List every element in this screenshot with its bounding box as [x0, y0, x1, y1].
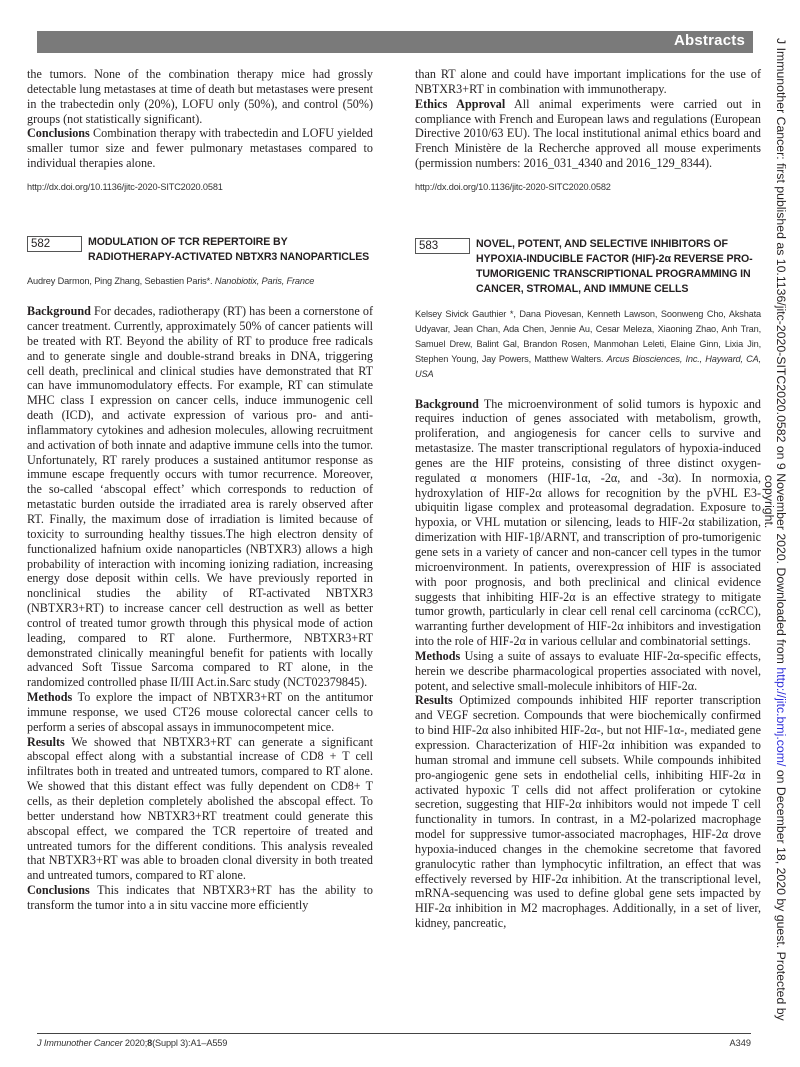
- side-download-notice: J Immunother Cancer: first published as 10.1136/jitc-2020-SITC2020.0582 on 9 November 2020. Downloaded from http://jitc.bmj.com/ on December 18, 2020 by guest. Protected by copyright.: [762, 38, 788, 1021]
- footer-citation: J Immunother Cancer 2020;8(Suppl 3):A1–A559: [37, 1038, 228, 1048]
- results-paragraph-582: Results We showed that NBTXR3+RT can generate a significant abscopal effect along with a substantial increase of CD8 + T cell infiltrates both in treated and untreated tumors, compared to RT alone. We showed that this distant effect was fully dependent on CD8+ T cells, as their depletion completely abolished the abscopal effect. To better understand how NBTXR3+RT treatment could generate this abscopal effect, we compared the TCR repertoire of treated and untreated tumors for the different conditions. This analysis revealed that NBTXR3+RT was able to broaden clonal diversity in both treated and untreated tumors, compared to RT alone.: [27, 734, 373, 883]
- footer-divider: [37, 1033, 751, 1034]
- section-title: Abstracts: [674, 32, 745, 49]
- abstract-title-582: MODULATION OF TCR REPERTOIRE BY RADIOTHERAPY-ACTIVATED NBTXR3 NANOPARTICLES: [88, 235, 370, 263]
- background-paragraph-582: Background For decades, radiotherapy (RT) has been a cornerstone of cancer treatment. Currently, approximately 50% of cancer patients will be treated with RT. Beyond the ability of RT to produce free radicals and to generate single and double-strand breaks in DNA, triggering cell death, preclinical and clinical studies have demonstrated that RT can have immunomodulatory effects. For example, RT can stimulate MHC class I expression on cancer cells, induce immunogenic cell death (ICD), and activate expression of various pro- and anti-inflammatory cytokines and adhesion molecules, allowing recruitment and activation of both innate and adaptive immune cells into the tumor. Unfortunately, RT rarely produces a sustained antitumor response as immune escape frequently occurs with tumor recurrence. Moreover, the so-called ‘abscopal effect’ which corresponds to reduction of metastatic burden outside the irradiated area is rarely observed after RT. Finally, the maximum dose of irradiation is limited because of toxicity to surrounding healthy tissues.The high electron density of functionalized hafnium oxide nanoparticles (NBTXR3) allows a high probability of interaction with incoming ionizing radiation, increasing energy dose deposit within cells. We have previously reported in nonclinical studies the ability of RT-activated NBTXR3 (NBTXR3+RT) to increase cancer cell destruction as well as better control of treated tumor growth through this physical mode of action leading, compared to RT alone. Furthermore, NBTXR3+RT demonstrated clinically meaningful benefit for patients with locally advanced Soft Tissue Sarcoma compared to RT alone, in the randomized controlled phase II/III Act.in.Sarc study (NCT02379845).: [27, 304, 373, 690]
- conclusions-label: Conclusions: [27, 126, 90, 141]
- abstract-number-583: 583: [415, 238, 470, 254]
- background-paragraph-583: Background The microenvironment of solid tumors is hypoxic and requires induction of genes associated with metabolism, growth, proliferation, and angiogenesis for cancer cells to survive and metastasize. The master transcriptional regulators of hypoxia-induced genes are the HIF proteins, consisting of three distinct oxygen-regulated α monomers (HIF-1α, -2α, and -3α). In normoxia, hydroxylation of HIF-2α allows for recognition by the pVHL E3-ubiquitin ligase complex and proteasomal degradation. Exposure to hypoxia, or VHL mutation or silencing, leads to HIF-2α stabilization, dimerization with HIF-1β/ARNT, and transcription of pro-tumorigenic gene sets in a variety of cancer and non-cancer cell types in the tumor microenvironment. In patients, overexpression of HIF is associated with poor prognosis, and both preclinical and clinical evidence suggests that inhibiting HIF-2α is an effective strategy to mitigate tumor growth, particularly in clear cell renal cell carcinoma (ccRCC), warranting further development of HIF-2α inhibitors and investigation into the role of HIF-2α in various cellular and combinatorial settings.: [415, 396, 761, 649]
- abstract-582-heading: [27, 235, 373, 265]
- doi-link-0582[interactable]: http://dx.doi.org/10.1136/jitc-2020-SITC2020.0582: [415, 181, 611, 192]
- authors-582: Audrey Darmon, Ping Zhang, Sebastien Paris*. Nanobiotix, Paris, France: [27, 276, 315, 287]
- page-number: A349: [729, 1038, 751, 1048]
- conclusions-paragraph-582: Conclusions This indicates that NBTXR3+RT has the ability to transform the tumor into a in situ vaccine more efficiently: [27, 883, 373, 912]
- results-paragraph-583: Results Optimized compounds inhibited HIF reporter transcription and VEGF secretion. Compounds that were biochemically confirmed to bind HIF-2α also inhibited HIF-2α-, but not HIF-1α-, mediated gene expression. Characterization of HIF-2α inhibition was expanded to human stromal and immune cell subsets. While compounds inhibited pro-angiogenic gene sets in endothelial cells, inhibiting HIF-2α in activated hypoxic T cells did not affect proliferation or cytokine secretion, suggesting that HIF-2α inhibitors would not impede T cell functionality in tumors. In contrast, in a M2-polarized macrophage model for suppressive tumor-associated macrophages, HIF-2α drove hypoxia-induced changes in the chemokine secretome that favored granulocytic rather than lymphocytic infiltration, an effect that was effectively reversed by HIF-2α inhibition. At the transcriptional level, mRNA-sequencing was used to define global gene sets impacted by HIF-2α inhibition in M2 macrophages. Additionally, in a set of liver, kidney, pancreatic,: [415, 693, 761, 931]
- abstract-title-583: NOVEL, POTENT, AND SELECTIVE INHIBITORS OF HYPOXIA-INDUCIBLE FACTOR (HIF)-2α REVERSE PRO-TUMORIGENIC TRANSCRIPTIONAL PROGRAMMING IN CANCER, STROMAL, AND IMMUNE CELLS: [476, 237, 753, 296]
- authors-583: Kelsey Sivick Gauthier *, Dana Piovesan, Kenneth Lawson, Soonweng Cho, Akshata Udyavar, Jean Chan, Ada Chen, Jennie Au, Cesar Meleza, Xiaoning Zhao, Anh Tran, Samuel Drew, Balint Gal, Brandon Rosen, Manmohan Leleti, Elaine Ginn, Lixia Jin, Stephen Young, Jay Powers, Matthew Walters. Arcus Biosciences, Inc., Hayward, CA, USA: [415, 308, 761, 379]
- conclusions-paragraph: Conclusions Combination therapy with trabectedin and LOFU yielded smaller tumor size and fewer pulmonary metastases compared to individual therapies alone.: [27, 126, 373, 171]
- section-header-bar: [37, 31, 753, 53]
- ethics-paragraph: Ethics Approval All animal experiments were carried out in compliance with French and European laws and regulations (European Directive 2010/63 EU). The local institutional animal ethics board and French Ministère de la Recherche approved all mouse experiments (permission numbers: 2016_031_4340 and 2016_129_8344).: [415, 96, 761, 171]
- continuation-paragraph-right: than RT alone and could have important implications for the use of NBTXR3+RT in combination with immunotherapy.: [415, 67, 761, 96]
- methods-paragraph-583: Methods Using a suite of assays to evaluate HIF-2α-specific effects, herein we describe pharmacological properties associated with novel, potent, and selective small-molecule inhibitors of HIF-2α.: [415, 648, 761, 693]
- affiliation-583: Arcus Biosciences, Inc., Hayward, CA, USA: [415, 353, 761, 379]
- left-column: [27, 67, 373, 913]
- methods-paragraph-582: Methods To explore the impact of NBTXR3+RT on the antitumor immune response, we used CT26 mouse colorectal cancer cells to perform a series of abscopal assays in immunocompetent mice.: [27, 690, 373, 734]
- affiliation-582: Nanobiotix, Paris, France: [214, 276, 315, 287]
- right-column: [415, 67, 761, 931]
- doi-link-0581[interactable]: http://dx.doi.org/10.1136/jitc-2020-SITC2020.0581: [27, 181, 223, 192]
- continuation-paragraph: the tumors. None of the combination therapy mice had grossly detectable lung metastases at time of death but metastases were present in the trabectedin only (20%), LOFU only (50%), and control (50%) groups (not statistically significant).: [27, 67, 373, 126]
- abstract-583-heading: [415, 237, 761, 298]
- abstract-number-582: 582: [27, 236, 82, 252]
- ethics-label: Ethics Approval: [415, 96, 506, 111]
- journal-site-link[interactable]: http://jitc.bmj.com/: [774, 667, 788, 767]
